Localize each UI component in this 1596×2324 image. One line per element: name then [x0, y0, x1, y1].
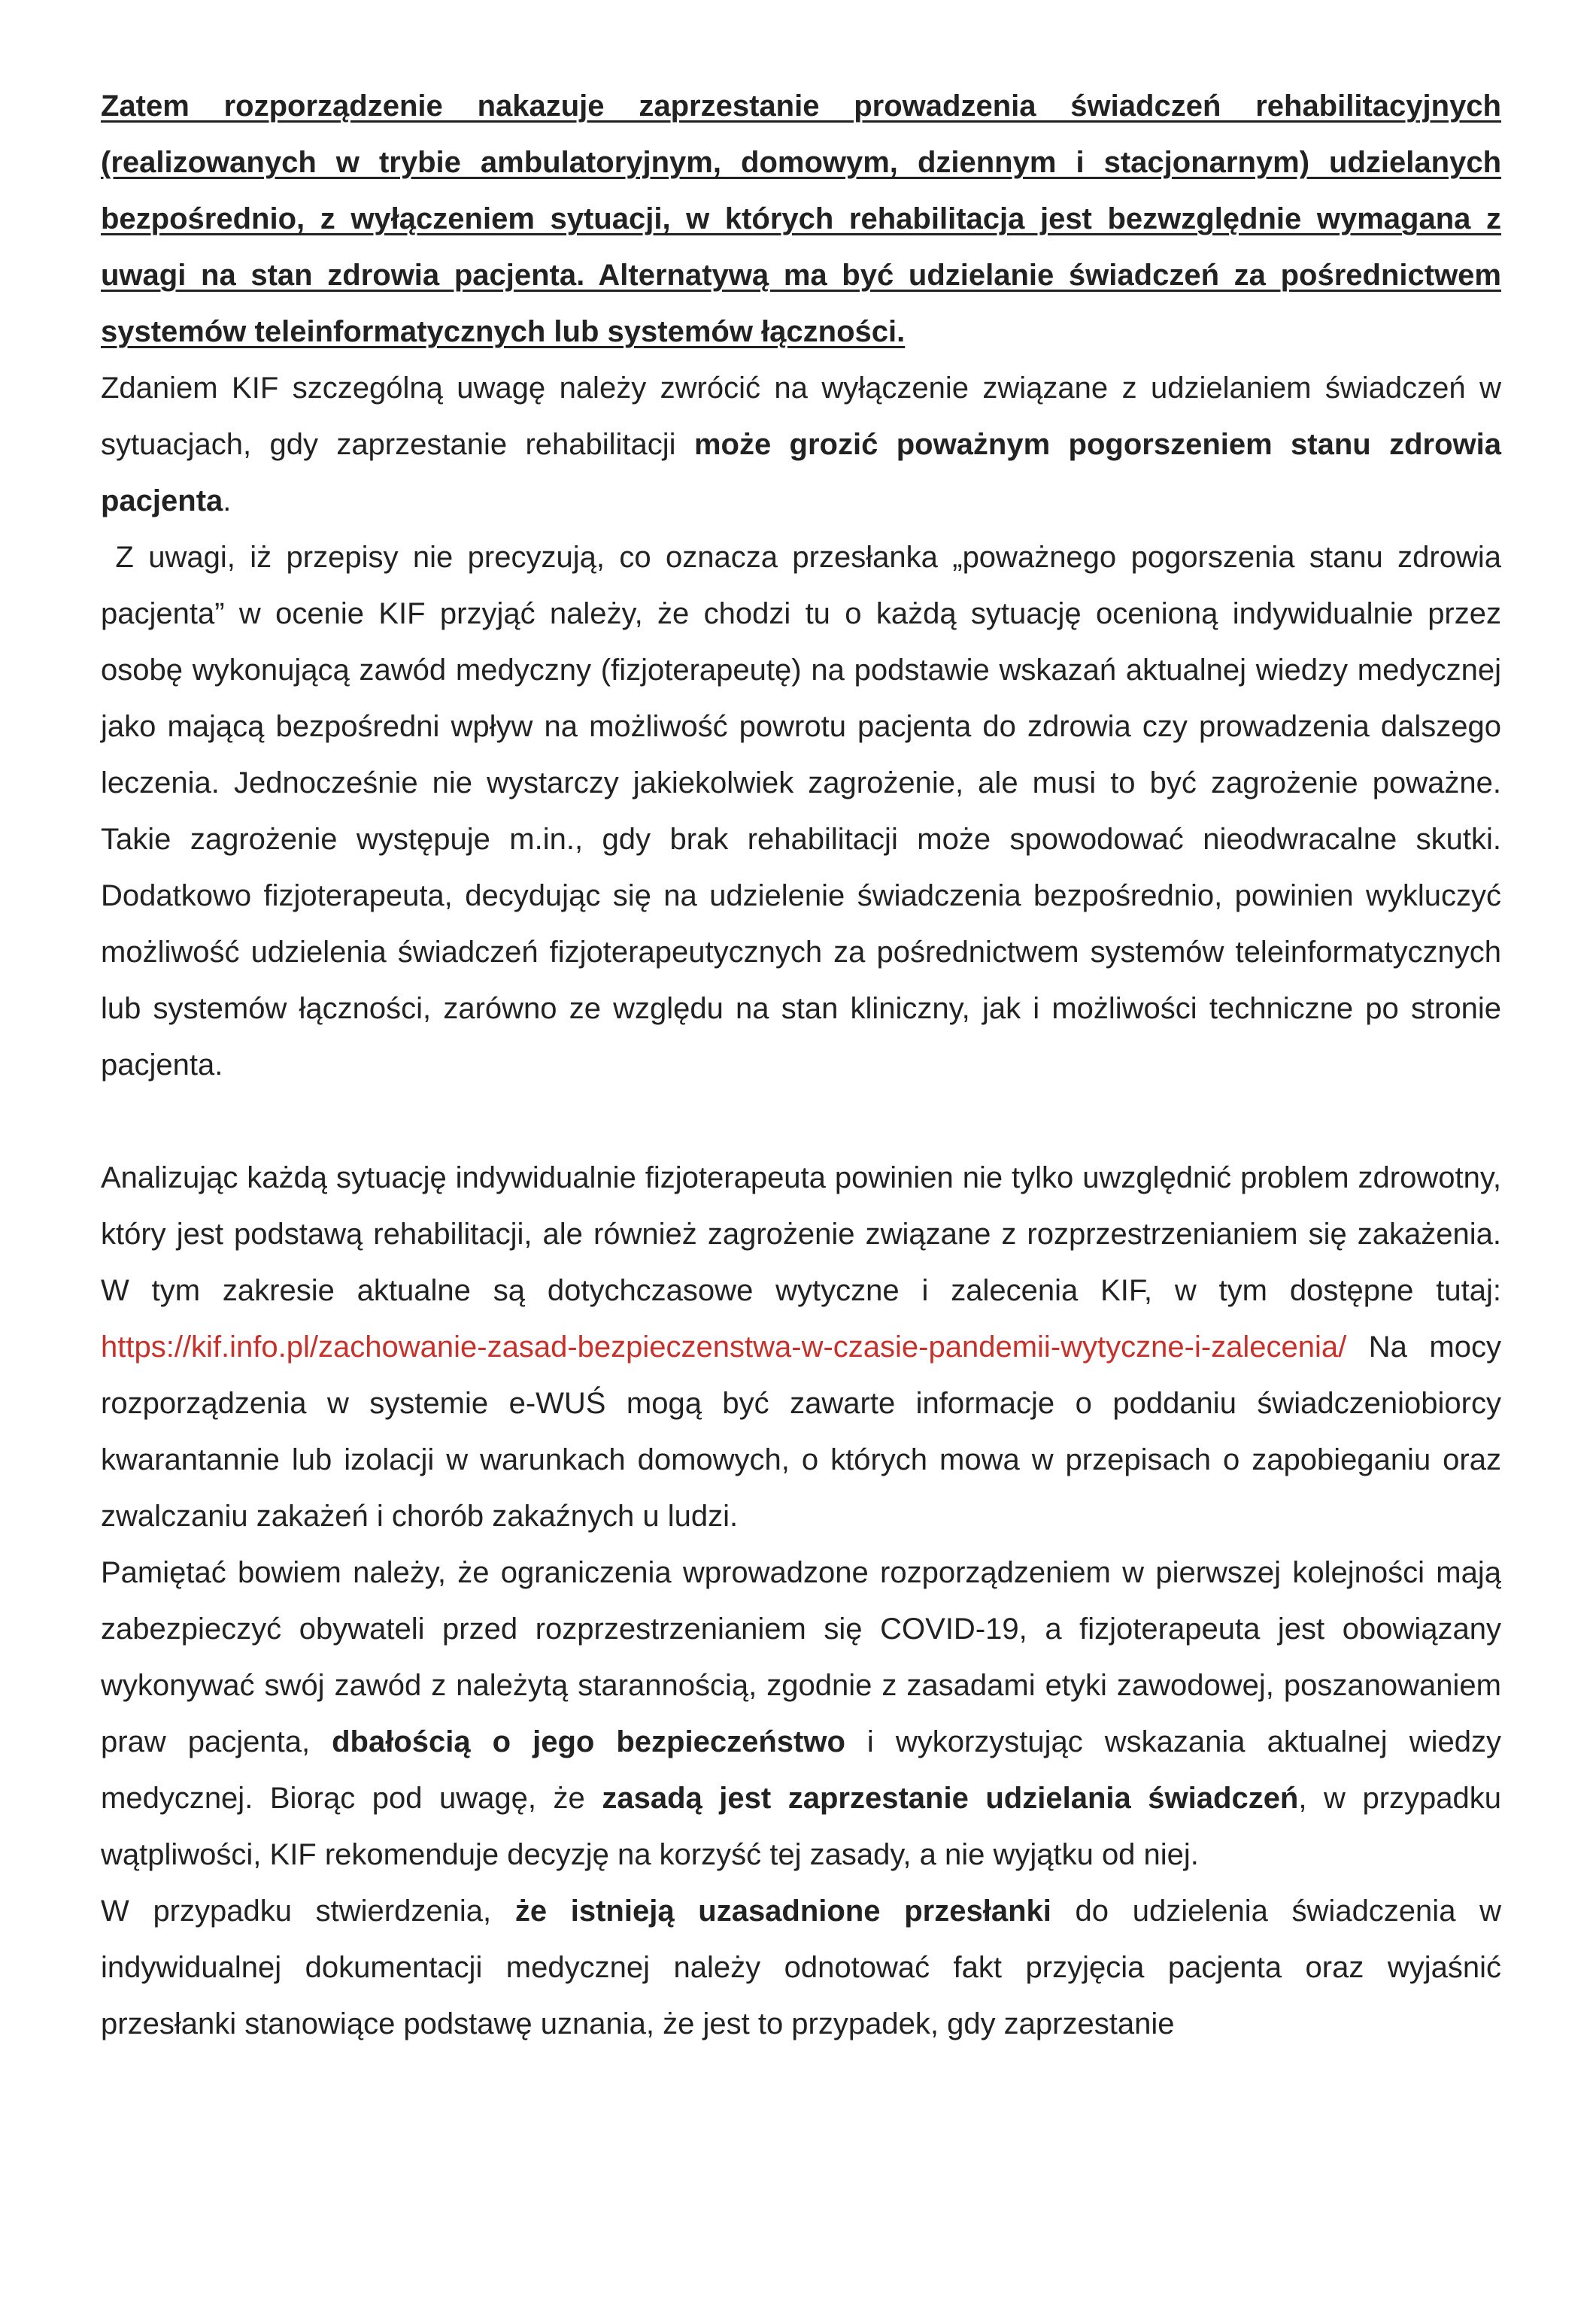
remember-text-2: i wykorzystując wskazania aktualnej wiedzy medycznej. Biorąc pod uwagę, że — [101, 1725, 1501, 1815]
documentation-text-2: do udzielenia świadczenia w indywidualnej dokumentacji medycznej należy odnotować fakt przyjęcia pacjenta oraz wyjaśnić przesłanki stanowiące podstawę uznania, że jest to przypadek, gdy zaprzestanie — [101, 1895, 1502, 2040]
remember-bold-rule: zasadą jest zaprzestanie udzielania świadczeń — [602, 1782, 1299, 1815]
paragraph-documentation — [101, 1883, 1501, 2052]
summary-text: Zatem rozporządzenie nakazuje zaprzestanie prowadzenia świadczeń rehabilitacyjnych (realizowanych w trybie ambulatoryjnym, domowym, dziennym i stacjonarnym) udzielanych bezpośrednio, z wyłączeniem sytuacji, w których rehabilitacja jest bezwzględnie wymagana z uwagi na stan zdrowia pacjenta. Alternatywą ma być udzielanie świadczeń za pośrednictwem systemów teleinformatycznych lub systemów łączności. — [101, 90, 1501, 348]
kif-opinion-end: . — [223, 484, 232, 517]
guidelines-link[interactable]: https://kif.info.pl/zachowanie-zasad-bezpieczenstwa-w-czasie-pandemii-wytyczne-i-zalecenia/ — [101, 1330, 1347, 1364]
documentation-text: W przypadku stwierdzenia, — [101, 1895, 515, 1928]
analysis-text-continued: Na mocy rozporządzenia w systemie e-WUŚ mogą być zawarte informacje o poddaniu świadczeniobiorcy kwarantannie lub izolacji w warunkach domowych, o których mowa w przepisach o zapobieganiu oraz zwalczaniu zakażeń i chorób zakaźnych u ludzi. — [101, 1330, 1501, 1533]
remember-bold-safety: dbałością o jego bezpieczeństwo — [332, 1725, 845, 1758]
paragraph-summary — [101, 78, 1501, 360]
remember-text: Pamiętać bowiem należy, że ograniczenia wprowadzone rozporządzeniem w pierwszej kolejności mają zabezpieczyć obywateli przed rozprzestrzenianiem się COVID-19, a fizjoterapeuta jest obowiązany wykonywać swój zawód z należytą starannością, zgodnie z zasadami etyki zawodowej, poszanowaniem praw pacjenta, — [101, 1556, 1501, 1758]
documentation-bold: że istnieją uzasadnione przesłanki — [514, 1895, 1051, 1928]
paragraph-kif-opinion — [101, 360, 1501, 529]
paragraph-analysis — [101, 1150, 1501, 1545]
premise-text: Z uwagi, iż przepisy nie precyzują, co oznacza przesłanka „poważnego pogorszenia stanu zdrowia pacjenta” w ocenie KIF przyjąć należy, że chodzi tu o każdą sytuację ocenioną indywidualnie przez osobę wykonującą zawód medyczny (fizjoterapeutę) na podstawie wskazań aktualnej wiedzy medycznej jako mającą bezpośredni wpływ na możliwość powrotu pacjenta do zdrowia czy prowadzenia dalszego leczenia. Jednocześnie nie wystarczy jakiekolwiek zagrożenie, ale musi to być zagrożenie poważne. Takie zagrożenie występuje m.in., gdy brak rehabilitacji może spowodować nieodwracalne skutki. Dodatkowo fizjoterapeuta, decydując się na udzielenie świadczenia bezpośrednio, powinien wykluczyć możliwość udzielenia świadczeń fizjoterapeutycznych za pośrednictwem systemów teleinformatycznych lub systemów łączności, zarówno ze względu na stan kliniczny, jak i możliwości techniczne po stronie pacjenta. — [101, 541, 1501, 1082]
analysis-text: Analizując każdą sytuację indywidualnie fizjoterapeuta powinien nie tylko uwzględnić problem zdrowotny, który jest podstawą rehabilitacji, ale również zagrożenie związane z rozprzestrzenianiem się zakażenia. W tym zakresie aktualne są dotychczasowe wytyczne i zalecenia KIF, w tym dostępne tutaj: — [101, 1161, 1501, 1307]
remember-text-3: , w przypadku wątpliwości, KIF rekomenduje decyzję na korzyść tej zasady, a nie wyjątku od niej. — [101, 1782, 1501, 1871]
paragraph-gap — [101, 1094, 1501, 1150]
paragraph-remember — [101, 1545, 1501, 1883]
kif-opinion-bold: może grozić poważnym pogorszeniem stanu zdrowia pacjenta — [101, 428, 1501, 517]
kif-opinion-text: Zdaniem KIF szczególną uwagę należy zwrócić na wyłączenie związane z udzielaniem świadczeń w sytuacjach, gdy zaprzestanie rehabilitacji — [101, 372, 1501, 461]
paragraph-premise — [101, 529, 1501, 1094]
document-body — [101, 78, 1501, 2052]
